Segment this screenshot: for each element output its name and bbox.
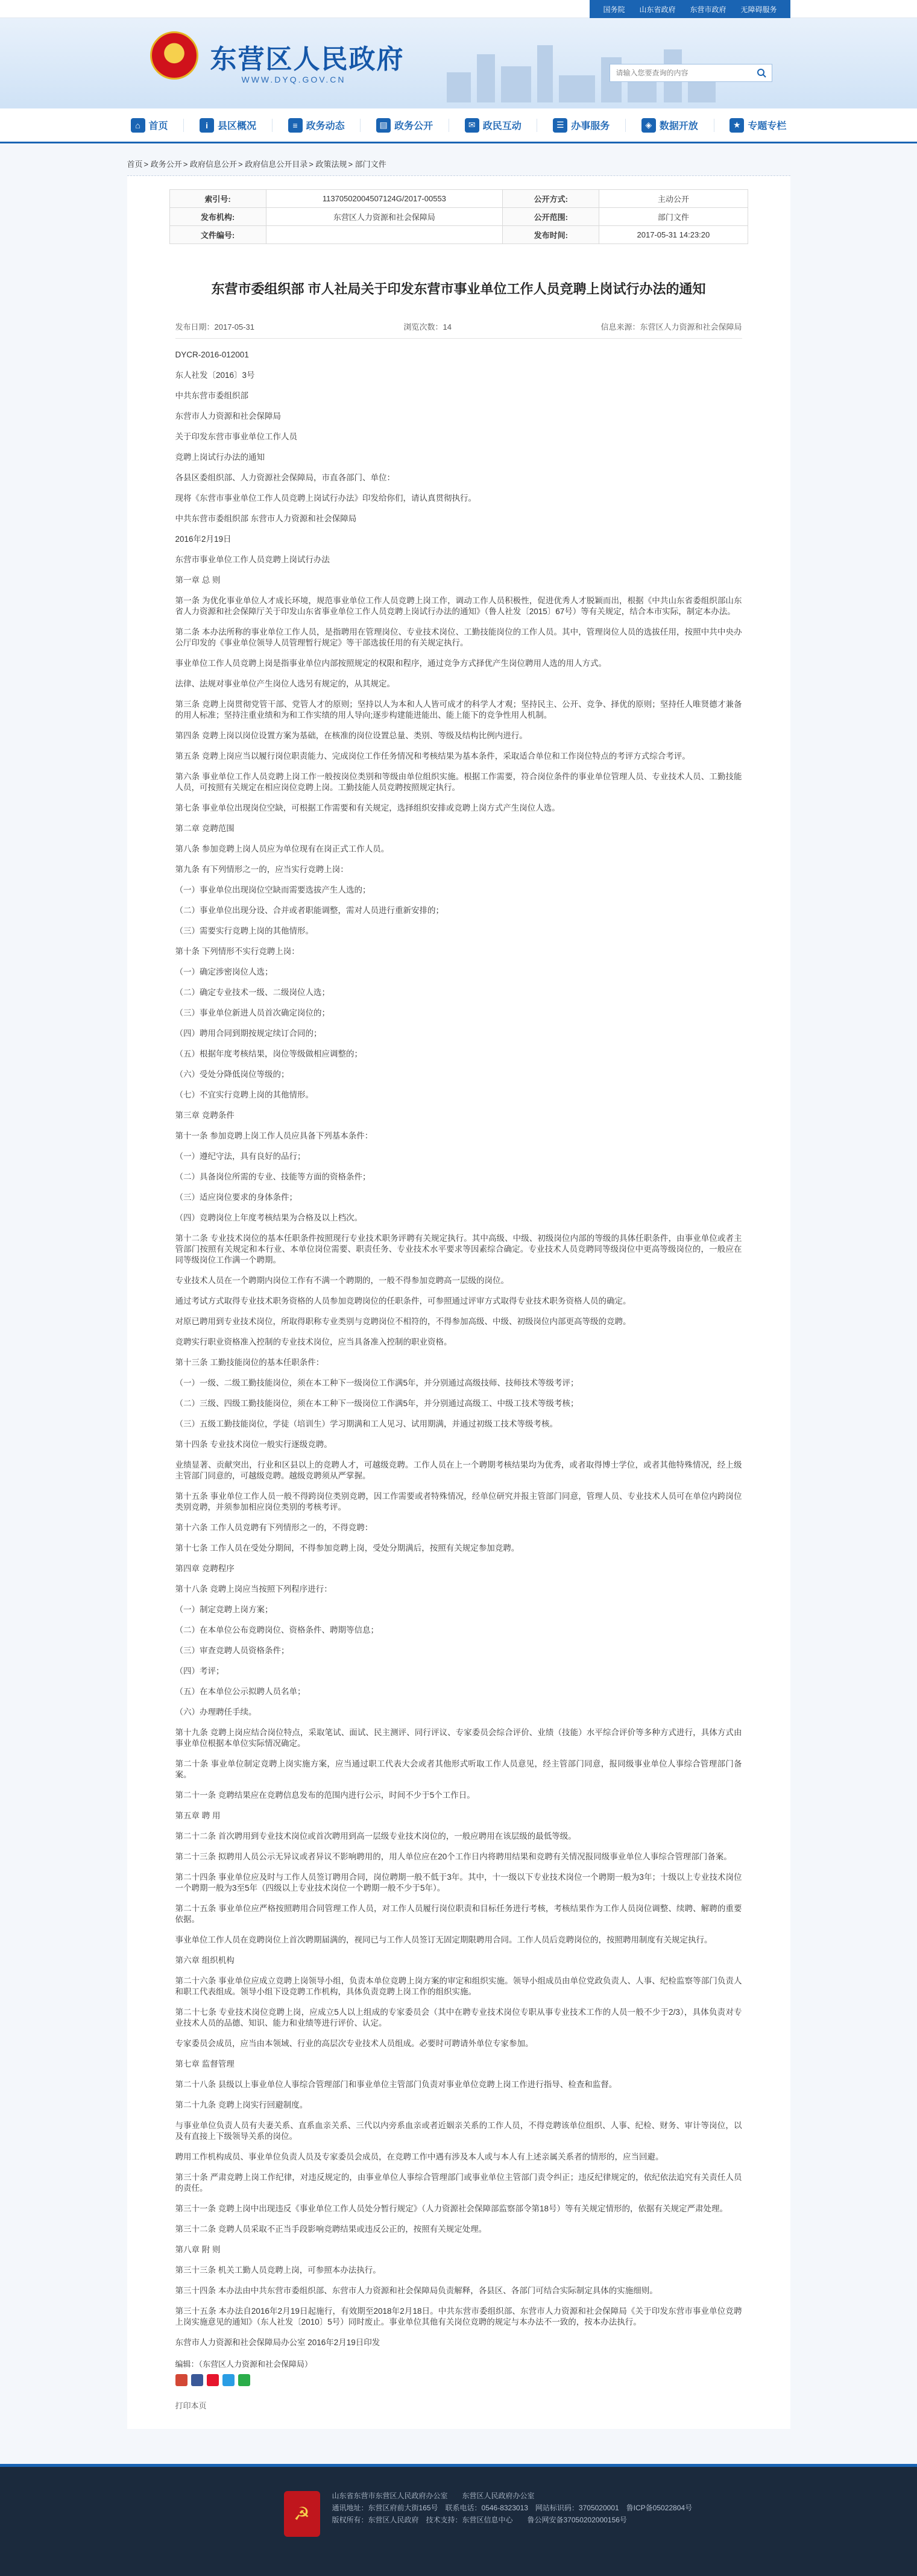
meta-date-value: 2017-05-31 14:23:20 xyxy=(599,226,748,244)
editor-line: 编辑：（东营区人力资源和社会保障局） xyxy=(175,2360,313,2369)
article-paragraph: 中共东营市委组织部 东营市人力资源和社会保障局 xyxy=(175,514,357,523)
article-paragraph: 第三十四条 本办法由中共东营市委组织部、东营市人力资源和社会保障局负责解释，各县区、各部门可结合实际制定具体的实施细则。 xyxy=(175,2286,658,2295)
search-button[interactable] xyxy=(751,64,772,81)
article-paragraph: 第八条 参加竞聘上岗人员应为单位现有在岗正式工作人员。 xyxy=(175,844,389,853)
article-paragraph: DYCR-2016-012001 xyxy=(175,350,249,359)
article-paragraph: （三）审查竞聘人员资格条件； xyxy=(175,1646,289,1655)
article-paragraph: 第十八条 竞聘上岗应当按照下列程序进行： xyxy=(175,1585,332,1594)
search-input[interactable] xyxy=(610,64,751,81)
article-paragraph: （二）事业单位出现分设、合并或者职能调整，需对人员进行重新安排的； xyxy=(175,906,444,915)
article-paragraph: 第二章 竞聘范围 xyxy=(175,824,235,833)
article-paragraph: 第二十三条 拟聘用人员公示无异议或者异议不影响聘用的，用人单位应在20个工作日内将聘用结果和竞聘有关情况报同级事业单位人事综合管理部门备案。 xyxy=(175,1852,732,1861)
nav-label: 县区概况 xyxy=(218,121,257,131)
article-paragraph: 2016年2月19日 xyxy=(175,535,232,544)
article-paragraph: 第二十四条 事业单位应及时与工作人员签订聘用合同，岗位聘期一般不低于3年。其中，十一级以下专业技术岗位一个聘期一般为3年；十级以上专业技术岗位一个聘期一般为3至5年（四级以上专业技术岗位一个聘期一般不少于5年）。 xyxy=(175,1873,742,1893)
article-paragraph: 第三十条 严肃竞聘上岗工作纪律，对违反规定的，由事业单位人事综合管理部门或事业单位主管部门责令纠正；违反纪律规定的，依纪依法追究有关责任人员的责任。 xyxy=(175,2173,742,2193)
footer-text xyxy=(332,2490,693,2526)
article-paragraph: 第二十条 事业单位制定竞聘上岗实施方案，应当通过职工代表大会或者其他形式听取工作人员意见，经主管部门同意，报同级事业单位人事综合管理部门备案。 xyxy=(175,1759,742,1779)
meta-docno-value xyxy=(266,226,503,244)
nav-divider xyxy=(183,119,184,132)
share-icon[interactable] xyxy=(238,2374,250,2386)
article-paragraph: 第七章 监督管理 xyxy=(175,2059,235,2069)
service-icon: ☰ xyxy=(553,118,567,133)
party-emblem-icon: ☭ xyxy=(284,2491,320,2537)
article-paragraph: （二）具备岗位所需的专业、技能等方面的资格条件； xyxy=(175,1172,371,1181)
nav-interaction[interactable] xyxy=(461,118,525,133)
article-paragraph: 东人社发〔2016〕3号 xyxy=(175,371,255,380)
footer-line: 通讯地址：东营区府前大街165号 联系电话：0546-8323013 网站标识码：3705020001 鲁ICP备05022804号 xyxy=(332,2504,693,2512)
article-paragraph: 第三十二条 竞聘人员采取不正当手段影响竞聘结果或违反公正的，按照有关规定处理。 xyxy=(175,2225,487,2234)
column-icon: ★ xyxy=(730,118,744,133)
article-paragraph: （三）需要实行竞聘上岗的其他情形。 xyxy=(175,926,314,935)
nav-open-data[interactable] xyxy=(638,118,702,133)
article-paragraph: （四）考评； xyxy=(175,1667,224,1676)
home-icon: ⌂ xyxy=(131,118,145,133)
article-paragraph: 第四章 竞聘程序 xyxy=(175,1564,235,1573)
article-paragraph: （七）不宜实行竞聘上岗的其他情形。 xyxy=(175,1090,314,1099)
article-paragraph: 第十六条 工作人员竞聘有下列情形之一的，不得竞聘： xyxy=(175,1523,373,1532)
article-paragraph: （一）遵纪守法，具有良好的品行； xyxy=(175,1152,306,1161)
article-paragraph: （五）根据年度考核结果，岗位等级做相应调整的； xyxy=(175,1049,362,1058)
article-paragraph: 东营市人力资源和社会保障局办公室 2016年2月19日印发 xyxy=(175,2338,380,2347)
breadcrumb-item[interactable]: 政务公开 xyxy=(150,160,182,169)
share-section xyxy=(175,2358,742,2386)
article-paragraph: （四）聘用合同到期按规定续订合同的； xyxy=(175,1029,322,1038)
article-paragraph: 事业单位工作人员在竞聘岗位上首次聘期届满的，视同已与工作人员签订无固定期限聘用合同。工作人员后竞聘岗位的，按照聘用制度有关规定执行。 xyxy=(175,1935,713,1944)
search-box xyxy=(610,64,772,82)
article-paragraph: 第六章 组织机构 xyxy=(175,1956,235,1965)
article-paragraph: 第十七条 工作人员在受处分期间，不得参加竞聘上岗，受处分期满后，按照有关规定参加竞聘。 xyxy=(175,1544,520,1553)
article-date: 发布日期：2017-05-31 xyxy=(175,322,254,331)
breadcrumb-home[interactable]: 首页 xyxy=(127,160,143,169)
article-paragraph: （五）在本单位公示拟聘人员名单； xyxy=(175,1687,306,1696)
meta-label: 发布时间: xyxy=(503,226,599,244)
share-icons xyxy=(175,2374,742,2386)
article-paragraph: 第三章 竞聘条件 xyxy=(175,1111,235,1120)
nav-divider xyxy=(360,119,361,132)
article-paragraph: 第三十五条 本办法自2016年2月19日起施行，有效期至2018年2月18日。中共东营市委组织部、东营市人力资源和社会保障局《关于印发东营市事业单位竞聘上岗实施意见的通知》（东人社发〔2010〕5号）同时废止。事业单位其他有关岗位竞聘的规定与本办法不一致的，按本办法执行。 xyxy=(175,2307,742,2326)
meta-type-value: 部门文件 xyxy=(599,208,748,226)
article-paragraph: 第二十八条 县级以上事业单位人事综合管理部门和事业单位主管部门负责对事业单位竞聘上岗工作进行指导、检查和监督。 xyxy=(175,2080,617,2089)
article-paragraph: 东营市事业单位工作人员竞聘上岗试行办法 xyxy=(175,555,330,564)
article-paragraph: 通过考试方式取得专业技术职务资格的人员参加竞聘岗位的任职条件，可参照通过评审方式取得专业技术职务资格人员的确定。 xyxy=(175,1296,631,1305)
article-paragraph: （二）三级、四级工勤技能岗位，须在本工种下一级岗位工作满5年，并分别通过高级工、中级工技术等级考核； xyxy=(175,1399,579,1408)
share-icon[interactable] xyxy=(207,2374,219,2386)
article-paragraph: 第七条 事业单位出现岗位空缺，可根据工作需要和有关规定，选择组织安排或竞聘上岗方式产生岗位人选。 xyxy=(175,803,560,812)
article-paragraph: （三）适应岗位要求的身体条件； xyxy=(175,1193,297,1202)
article-info-bar xyxy=(175,321,742,339)
meta-label: 文件编号: xyxy=(169,226,266,244)
article-paragraph: 与事业单位负责人员有夫妻关系、直系血亲关系、三代以内旁系血亲或者近姻亲关系的工作人员，不得竞聘该单位组织、人事、纪检、财务、审计等岗位，以及有直接上下级领导关系的岗位。 xyxy=(175,2121,742,2141)
article-paragraph: （六）受处分降低岗位等级的； xyxy=(175,1070,289,1079)
info-icon: i xyxy=(200,118,214,133)
nav-label: 政民互动 xyxy=(482,121,522,131)
print-button[interactable]: 打印本页 xyxy=(175,2401,207,2410)
article-paragraph: 竞聘上岗试行办法的通知 xyxy=(175,453,265,462)
nav-label: 政务公开 xyxy=(394,121,433,131)
article-paragraph: 第二十七条 专业技术岗位竞聘上岗，应成立5人以上组成的专家委员会（其中在聘专业技术岗位专职从事专业技术工作的人员一般不少于2/3），具体负责对专业技术人员的品德、知识、能力和业绩等进行评价、认定。 xyxy=(175,2008,742,2028)
share-icon[interactable] xyxy=(222,2374,235,2386)
article-paragraph: 第十二条 专业技术岗位的基本任职条件按照现行专业技术职务评聘有关规定执行。其中高级、中级、初级岗位内部的等级的具体任职条件，由事业单位或者主管部门按照有关规定和本行业、本单位岗位需要、职责任务、专业技术水平要求等因素综合确定。专业技术人员竞聘同等级岗位中更高等级岗位的，一般应在同等级岗位工作满一个聘期。 xyxy=(175,1234,742,1264)
link-dongying[interactable]: 东营市政府 xyxy=(690,5,726,14)
article-paragraph: 第九条 有下列情形之一的，应当实行竞聘上岗： xyxy=(175,865,348,874)
article-paragraph: 第三十三条 机关工勤人员竞聘上岗，可参照本办法执行。 xyxy=(175,2266,381,2275)
nav-service[interactable] xyxy=(549,118,613,133)
article-paragraph: （二）确定专业技术一级、二级岗位人选； xyxy=(175,988,330,997)
nav-column[interactable] xyxy=(726,118,790,133)
article-paragraph: 专业技术人员在一个聘期内岗位工作有不满一个聘期的，一般不得参加竞聘高一层级的岗位。 xyxy=(175,1276,509,1285)
meta-method-value: 主动公开 xyxy=(599,190,748,208)
article-paragraph: （一）一级、二级工勤技能岗位，须在本工种下一级岗位工作满5年，并分别通过高级技师、技师技术等级考评； xyxy=(175,1378,579,1387)
share-icon[interactable] xyxy=(175,2374,187,2386)
article-paragraph: 现将《东营市事业单位工作人员竞聘上岗试行办法》印发给你们，请认真贯彻执行。 xyxy=(175,494,476,503)
nav-label: 办事服务 xyxy=(571,121,610,131)
breadcrumb-current[interactable]: 部门文件 xyxy=(355,160,386,169)
article-paragraph: 第三条 竞聘上岗贯彻党管干部、党管人才的原则；坚持以人为本和人人皆可成才的科学人才观；坚持民主、公开、竞争、择优的原则；坚持任人唯贤德才兼备的用人标准；坚持注重业绩和为和工作实绩的用人导向;逐步构建能进能出、能上能下的竞争性用人机制。 xyxy=(175,700,742,720)
article-paragraph: 第二十六条 事业单位应成立竞聘上岗领导小组，负责本单位竞聘上岗方案的审定和组织实施。领导小组成员由单位党政负责人、人事、纪检监察等部门负责人和职工代表组成。领导小组下设竞聘工作机构，具体负责竞聘上岗工作的组织实施。 xyxy=(175,1976,742,1996)
document-meta-table xyxy=(169,189,748,244)
link-guowuyuan[interactable]: 国务院 xyxy=(603,5,625,14)
footer-line: 山东省东营市东营区人民政府办公室 东营区人民政府办公室 xyxy=(332,2492,535,2500)
article-body xyxy=(175,350,742,2348)
site-title: 东营区人民政府 xyxy=(210,44,405,75)
emblem-logo xyxy=(150,31,198,80)
article-paragraph: 法律、法规对事业单位产生岗位人选另有规定的，从其规定。 xyxy=(175,679,395,688)
data-icon: ◈ xyxy=(641,118,656,133)
nav-label: 专题专栏 xyxy=(748,121,787,131)
article-paragraph: 第五条 竞聘上岗应当以履行岗位职责能力、完成岗位工作任务情况和考核结果为基本条件，采取适合单位和工作岗位特点的考评方式综合考评。 xyxy=(175,752,690,761)
article-paragraph: 各县区委组织部、人力资源社会保障局，市直各部门、单位： xyxy=(175,473,395,482)
article-paragraph: 第十一条 参加竞聘上岗工作人员应具备下列基本条件： xyxy=(175,1131,373,1140)
article-paragraph: 第二条 本办法所称的事业单位工作人员，是指聘用在管理岗位、专业技术岗位、工勤技能岗位的工作人员。其中，管理岗位人员的选拔任用，按照中共中央办公厅印发的《事业单位领导人员管理暂行规定》等干部选拔任用的有关规定执行。 xyxy=(175,627,742,647)
article-paragraph: 关于印发东营市事业单位工作人员 xyxy=(175,432,297,441)
top-bar xyxy=(0,0,917,18)
article-source: 信息来源：东营区人力资源和社会保障局 xyxy=(600,322,742,331)
nav-open-gov[interactable] xyxy=(373,118,436,133)
breadcrumb-item[interactable]: 政策法规 xyxy=(315,160,347,169)
meta-org-value: 东营区人力资源和社会保障局 xyxy=(266,208,503,226)
article-paragraph: 第四条 竞聘上岗以岗位设置方案为基础，在核准的岗位设置总量、类别、等级及结构比例内进行。 xyxy=(175,731,528,740)
news-icon: ≡ xyxy=(288,118,303,133)
doc-icon: ▤ xyxy=(376,118,391,133)
article-paragraph: 第二十一条 竞聘结果应在竞聘信息发布的范围内进行公示，时间不少于5个工作日。 xyxy=(175,1791,475,1800)
site-footer xyxy=(0,2464,917,2576)
breadcrumb-item[interactable]: 政府信息公开 xyxy=(189,160,237,169)
article-paragraph: 中共东营市委组织部 xyxy=(175,391,248,400)
article-paragraph: 第八章 附 则 xyxy=(175,2245,221,2254)
nav-news[interactable] xyxy=(285,118,348,133)
meta-index-value: 11370502004507124G/2017-00553 xyxy=(266,190,503,208)
article-paragraph: 第六条 事业单位工作人员竞聘上岗工作一般按岗位类别和等级由单位组织实施。根据工作需要，符合岗位条件的事业单位管理人员、专业技术人员、工勤技能人员，可按照有关规定在相应岗位竞聘上岗。工勤技能人员竞聘按照规定执行。 xyxy=(175,772,742,792)
article-paragraph: （六）办理聘任手续。 xyxy=(175,1707,257,1717)
nav-home[interactable] xyxy=(127,118,172,133)
article-paragraph: （二）在本单位公布竞聘岗位、资格条件、聘期等信息； xyxy=(175,1626,379,1635)
article-paragraph: 专家委员会成员，应当由本领域、行业的高层次专业技术人员组成。必要时可聘请外单位专家参加。 xyxy=(175,2039,534,2048)
article-paragraph: （三）五级工勤技能岗位，学徒（培训生）学习期满和工人见习、试用期满，并通过初级工技术等级考核。 xyxy=(175,1419,558,1428)
article-paragraph: 第十三条 工勤技能岗位的基本任职条件： xyxy=(175,1358,324,1367)
nav-label: 数据开放 xyxy=(659,121,698,131)
article-paragraph: 第一章 总 则 xyxy=(175,576,221,585)
breadcrumb-item[interactable]: 政府信息公开目录 xyxy=(245,160,308,169)
meta-label: 公开范围: xyxy=(503,208,599,226)
breadcrumb: 首页 > 政务公开 > 政府信息公开 > 政府信息公开目录 > 政策法规 > 部门文件 xyxy=(127,152,790,176)
nav-divider xyxy=(625,119,626,132)
article-paragraph: 对原已聘用到专业技术岗位，所取得职称专业类别与竞聘岗位不相符的，不得参加高级、中级、初级岗位内部更高等级的竞聘。 xyxy=(175,1317,631,1326)
site-url: WWW.DYQ.GOV.CN xyxy=(241,75,346,84)
article-paragraph: （一）确定涉密岗位人选； xyxy=(175,967,273,976)
top-links xyxy=(590,0,790,18)
article-paragraph: 竞聘实行职业资格准入控制的专业技术岗位，应当具备准入控制的职业资格。 xyxy=(175,1337,452,1346)
article-paragraph: 第二十九条 竞聘上岗实行回避制度。 xyxy=(175,2100,308,2109)
meta-label: 发布机构: xyxy=(169,208,266,226)
meta-label: 公开方式: xyxy=(503,190,599,208)
article-paragraph: （一）事业单位出现岗位空缺而需要选拔产生人选的； xyxy=(175,885,371,894)
search-icon xyxy=(757,68,766,78)
article-title: 东营市委组织部 市人社局关于印发东营市事业单位工作人员竞聘上岗试行办法的通知 xyxy=(211,281,706,297)
article-paragraph: 事业单位工作人员竞聘上岗是指事业单位内部按照规定的权限和程序，通过竞争方式择优产生岗位聘用人选的用人方式。 xyxy=(175,659,607,668)
link-shandong[interactable]: 山东省政府 xyxy=(639,5,676,14)
nav-label: 首页 xyxy=(148,121,168,131)
article-paragraph: 第三十一条 竞聘上岗中出现违反《事业单位工作人员处分暂行规定》（人力资源社会保障部监察部令第18号）等有关规定情形的，依据有关规定严肃处理。 xyxy=(175,2204,728,2213)
article-paragraph: 第五章 聘 用 xyxy=(175,1811,221,1820)
share-icon[interactable] xyxy=(191,2374,203,2386)
article-paragraph: 东营市人力资源和社会保障局 xyxy=(175,412,281,421)
article-paragraph: 第十条 下列情形不实行竞聘上岗： xyxy=(175,947,300,956)
article-paragraph: 第一条 为优化事业单位人才成长环境，规范事业单位工作人员竞聘上岗工作，调动工作人员积极性，促进优秀人才脱颖而出，根据《中共山东省委组织部山东省人力资源和社会保障厅关于印发山东省事业单位工作人员竞聘上岗试行办法的通知》（鲁人社发〔2015〕67号）等有关规定，结合本市实际，制定本办法。 xyxy=(175,596,742,616)
article-paragraph: 第十九条 竞聘上岗应结合岗位特点，采取笔试、面试、民主测评、同行评议、专家委员会综合评价、业绩（技能）水平综合评价等多种方式进行，具体方式由事业单位根据本单位实际情况确定。 xyxy=(175,1728,742,1748)
footer-line: 版权所有：东营区人民政府 技术支持：东营区信息中心 鲁公网安备37050202000156号 xyxy=(332,2516,627,2524)
article-paragraph: 聘用工作机构成员、事业单位负责人员及专家委员会成员，在竞聘工作中遇有涉及本人或与本人有上述亲属关系者的情形的，应当回避。 xyxy=(175,2152,664,2161)
article-views: 浏览次数：14 xyxy=(403,322,452,331)
site-header xyxy=(0,18,917,108)
article-paragraph: 第十四条 专业技术岗位一般实行逐级竞聘。 xyxy=(175,1440,332,1449)
article-paragraph: （三）事业单位新进人员首次确定岗位的； xyxy=(175,1008,330,1017)
link-accessibility[interactable]: 无障碍服务 xyxy=(740,5,777,14)
nav-divider xyxy=(272,119,273,132)
article-paragraph: （一）制定竞聘上岗方案； xyxy=(175,1605,273,1614)
nav-overview[interactable] xyxy=(196,118,260,133)
nav-label: 政务动态 xyxy=(306,121,345,131)
article-paragraph: 第二十五条 事业单位应严格按照聘用合同管理工作人员，对工作人员履行岗位职责和目标任务进行考核，考核结果作为工作人员岗位调整、续聘、解聘的重要依据。 xyxy=(175,1904,742,1924)
article-container xyxy=(127,176,790,2429)
main-nav xyxy=(0,108,917,143)
chat-icon: ✉ xyxy=(465,118,479,133)
meta-label: 索引号: xyxy=(169,190,266,208)
article-paragraph: （四）竞聘岗位上年度考核结果为合格及以上档次。 xyxy=(175,1213,362,1222)
article-paragraph: 第十五条 事业单位工作人员一般不得跨岗位类别竞聘，因工作需要或者特殊情况，经单位研究并报主管部门同意，管理人员、专业技术人员可在单位内跨岗位类别竞聘，并须参加相应岗位类别的考核考评。 xyxy=(175,1492,742,1512)
article-paragraph: 第二十二条 首次聘用到专业技术岗位或首次聘用到高一层级专业技术岗位的，一般应聘用在该层级的最低等级。 xyxy=(175,1832,576,1841)
article-paragraph: 业绩显著、贡献突出，行业和区县以上的竞聘人才，可越级竞聘。工作人员在上一个聘期考核结果均为优秀，或者取得博士学位，或者其他特殊情况，经上级主管部门同意的，可越级竞聘。越级竞聘须从严掌握。 xyxy=(175,1460,742,1480)
